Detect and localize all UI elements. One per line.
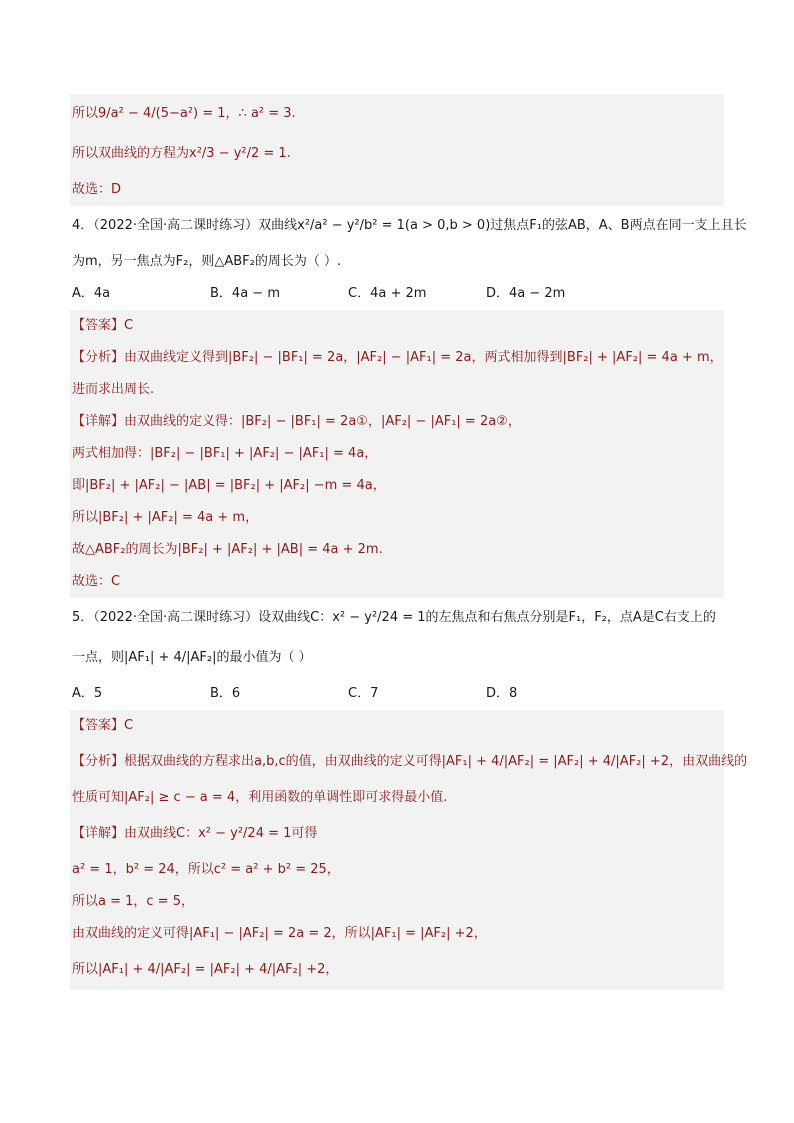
option-c: C．7 [348,686,379,701]
answer-line: 【答案】C [70,310,724,342]
analysis-line: 【分析】由双曲线定义得到|BF₂| − |BF₁| = 2a，|AF₂| − |AF₁| = 2a，两式相加得到|BF₂| + |AF₂| = 4a + m， [70,342,724,374]
answer-line: 【答案】C [70,710,724,742]
detail-line: 【详解】由双曲线的定义得：|BF₂| − |BF₁| = 2a①，|AF₂| − |AF₁| = 2a②， [70,406,724,438]
question-4-stem-cont: 为m，另一焦点为F₂，则△ABF₂的周长为（ ）. [72,254,342,269]
option-d: D．8 [486,686,518,701]
document-page [70,94,748,990]
option-a: A．5 [72,686,103,701]
solution-line: 所以双曲线的方程为x²/3 − y²/2 = 1. [70,134,724,174]
question-5-stem-cont: 一点，则|AF₁| + 4/|AF₂|的最小值为（ ） [72,650,312,665]
detail-line: 故△ABF₂的周长为|BF₂| + |AF₂| + |AB| = 4a + 2m. [70,534,724,566]
detail-line: 即|BF₂| + |AF₂| − |AB| = |BF₂| + |AF₂| −m = 4a， [70,470,724,502]
analysis-line: 性质可知|AF₂| ≥ c − a = 4，利用函数的单调性即可求得最小值. [70,782,724,814]
detail-line: 【详解】由双曲线C：x² − y²/24 = 1可得 [70,814,724,854]
option-c: C．4a + 2m [348,286,427,301]
analysis-line: 【分析】根据双曲线的方程求出a,b,c的值，由双曲线的定义可得|AF₁| + 4/|AF₂| = |AF₂| + 4/|AF₂| +2，由双曲线的 [70,742,724,782]
detail-line: 由双曲线的定义可得|AF₁| − |AF₂| = 2a = 2，所以|AF₁| = |AF₂| +2， [70,918,724,950]
detail-line: 故选：C [70,566,724,598]
detail-line: 所以|AF₁| + 4/|AF₂| = |AF₂| + 4/|AF₂| +2， [70,950,724,990]
detail-line: 所以a = 1，c = 5， [70,886,724,918]
question-4-options [70,278,724,310]
analysis-line: 进而求出周长. [70,374,724,406]
option-b: B．4a − m [210,286,280,301]
option-a: A．4a [72,286,111,301]
solution-line: 所以9/a² − 4/(5−a²) = 1，∴ a² = 3. [70,94,724,134]
detail-line: 两式相加得：|BF₂| − |BF₁| + |AF₂| − |AF₁| = 4a， [70,438,724,470]
option-b: B．6 [210,686,241,701]
option-d: D．4a − 2m [486,286,566,301]
detail-line: 所以|BF₂| + |AF₂| = 4a + m， [70,502,724,534]
question-4-stem: 4．（2022·全国·高二课时练习）双曲线x²/a² − y²/b² = 1(a > 0,b > 0)过焦点F₁的弦AB，A、B两点在同一支上且长 [72,218,747,233]
question-5-stem: 5．（2022·全国·高二课时练习）设双曲线C：x² − y²/24 = 1的左焦点和右焦点分别是F₁，F₂，点A是C右支上的 [72,610,716,625]
question-5-options [70,678,724,710]
detail-line: a² = 1，b² = 24，所以c² = a² + b² = 25， [70,854,724,886]
solution-line: 故选：D [70,174,724,206]
